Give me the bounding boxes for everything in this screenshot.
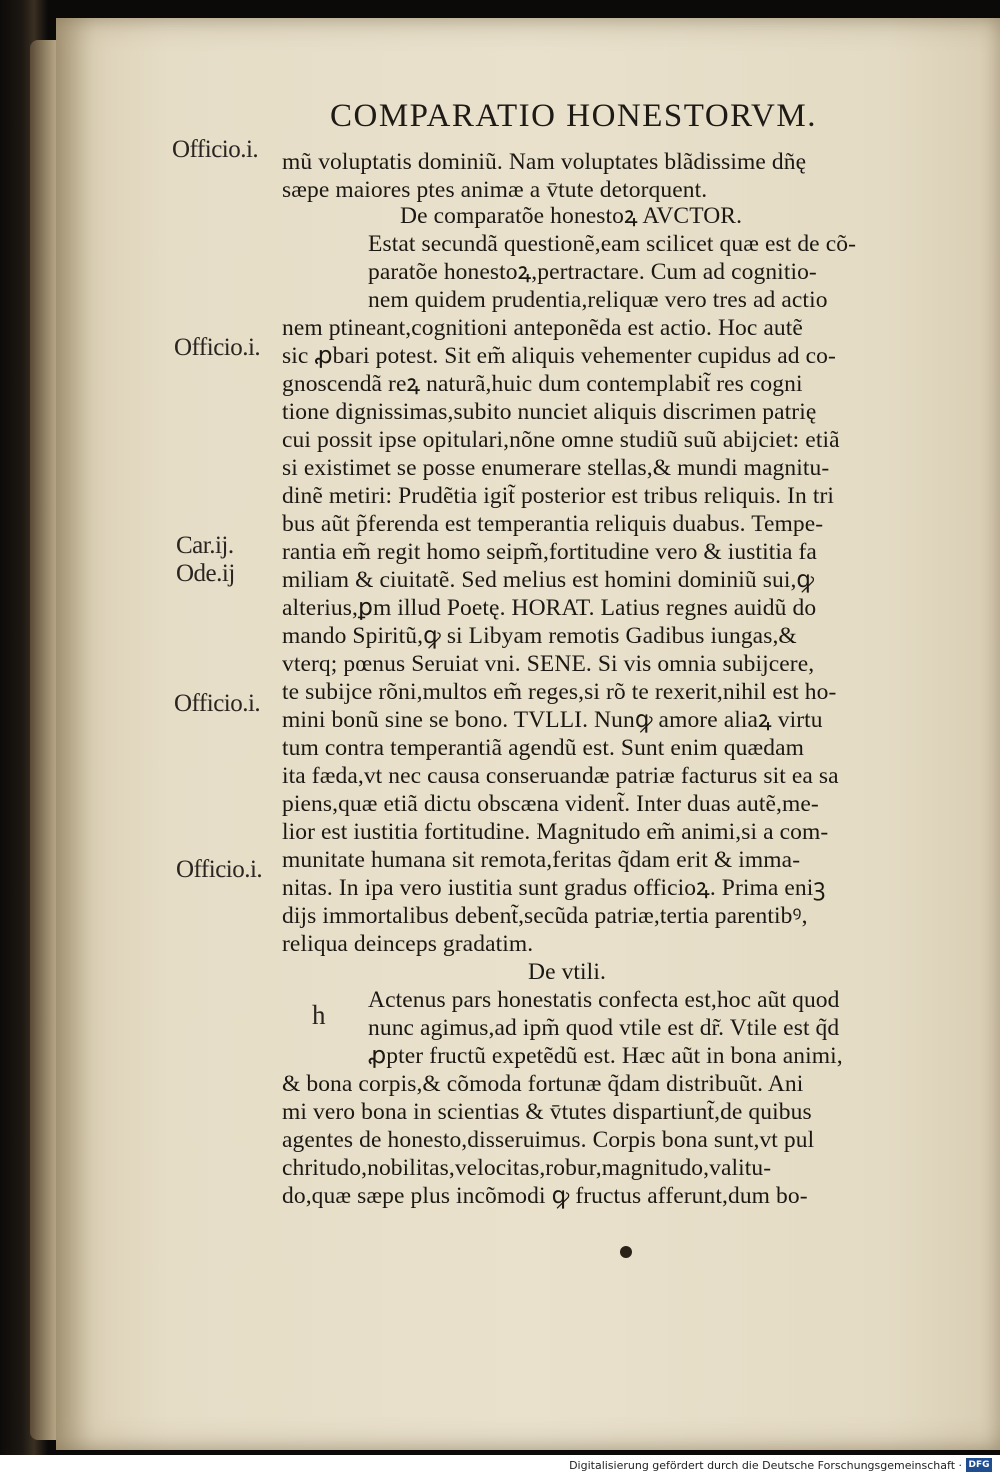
text-line: mũ voluptatis dominiũ. Nam voluptates blãdissime dñę <box>282 149 807 175</box>
text-line: sæpe maiores ptes animæ a v̄tute detorquent. <box>282 177 708 203</box>
text-line: miliam & ciuitatẽ. Sed melius est homini dominiũ sui,ꝙ <box>282 567 815 593</box>
text-line: ita fæda,vt nec causa conseruandæ patriæ facturus sit ea sa <box>282 763 839 789</box>
margin-note: Officio.i. <box>174 334 261 361</box>
text-line: do,quæ sæpe plus incõmodi ꝙ fructus afferunt,dum bo- <box>282 1183 808 1209</box>
text-line: tione dignissimas,subito nunciet aliquis discrimen patrię <box>282 399 817 425</box>
text-line: si existimet se posse enumerare stellas,& mundi magnitu- <box>282 455 830 481</box>
ornament-dot <box>620 1246 632 1258</box>
text-line: piens,quæ etiã dictu obscæna vident̃. Inter duas autẽ,me- <box>282 791 819 817</box>
text-line: mando Spiritũ,ꝙ si Libyam remotis Gadibus iungas,& <box>282 623 797 649</box>
text-line: mini bonũ sine se bono. TVLLI. Nunꝙ amore aliaꝝ virtu <box>282 707 823 733</box>
text-line: reliqua deinceps gradatim. <box>282 931 534 957</box>
funding-notice: Digitalisierung gefördert durch die Deutsche Forschungsgemeinschaft · <box>569 1459 962 1472</box>
running-header: COMPARATIO HONESTORVM. <box>330 98 817 134</box>
text-line: vterq; pœnus Seruiat vni. SENE. Si vis omnia subijcere, <box>282 651 815 677</box>
text-line: gnoscendã reꝝ naturã,huic dum contemplabit̃ res cogni <box>282 371 803 397</box>
text-line: dinẽ metiri: Prudẽtia igit̃ posterior est tribus reliquis. In tri <box>282 483 835 509</box>
margin-note: Officio.i. <box>176 856 263 883</box>
text-line: tum contra temperantiã agendũ est. Sunt enim quædam <box>282 735 804 761</box>
text-line: paratõe honestoꝝ,pertractare. Cum ad cognitio- <box>368 259 817 285</box>
text-line: munitate humana sit remota,feritas q̃dam erit & imma- <box>282 847 801 873</box>
text-line: cui possit ipse opitulari,nõne omne studiũ suũ abijciet: etiã <box>282 427 840 453</box>
text-line: & bona corpis,& cõmoda fortunæ q̃dam distribuũt. Ani <box>282 1071 804 1097</box>
text-line: Estat secundã questionẽ,eam scilicet quæ est de cõ- <box>368 231 856 257</box>
text-line: Actenus pars honestatis confecta est,hoc aũt quod <box>368 987 840 1013</box>
signature-mark: h <box>312 1000 325 1030</box>
text-line: chritudo,nobilitas,velocitas,robur,magnitudo,valitu- <box>282 1155 772 1181</box>
margin-note: Officio.i. <box>174 690 261 717</box>
text-line: nitas. In ipa vero iustitia sunt gradus officioꝝ. Prima eniꝫ <box>282 875 826 901</box>
text-line: rantia em̃ regit homo seipm̃,fortitudine vero & iustitia fa <box>282 539 817 565</box>
section-heading: De vtili. <box>528 959 606 985</box>
text-line: nunc agimus,ad ipm̃ quod vtile est dr̃. Vtile est q̃d <box>368 1015 840 1041</box>
margin-note: Car.ij. <box>176 532 234 559</box>
text-line: nem quidem prudentia,reliquæ vero tres ad actio <box>368 287 828 313</box>
text-line: te subijce rõni,multos em̃ reges,si rõ te rexerit,nihil est ho- <box>282 679 837 705</box>
text-line: dijs immortalibus debent̃,secũda patriæ,tertia parentibꝰ, <box>282 903 808 929</box>
text-line: nem ptineant,cognitioni anteponẽda est actio. Hoc autẽ <box>282 315 803 341</box>
margin-note: Officio.i. <box>172 136 259 163</box>
margin-note: Ode.ij <box>176 560 235 587</box>
dfg-logo-icon: DFG <box>966 1458 992 1472</box>
text-line: agentes de honesto,disseruimus. Corpis bona sunt,vt pul <box>282 1127 815 1153</box>
text-line: alterius,ꝑm illud Poetę. HORAT. Latius regnes auidũ do <box>282 595 817 621</box>
text-line: lior est iustitia fortitudine. Magnitudo em̃ animi,si a com- <box>282 819 829 845</box>
text-line: bus aũt p̃ferenda est temperantia reliquis duabus. Tempe- <box>282 511 824 537</box>
text-line: mi vero bona in scientias & v̄tutes dispartiunt̃,de quibus <box>282 1099 812 1125</box>
text-line: ꝓpter fructũ expetẽdũ est. Hæc aũt in bona animi, <box>368 1043 843 1069</box>
text-line: sic ꝓbari potest. Sit em̃ aliquis vehementer cupidus ad co- <box>282 343 836 369</box>
section-heading: De comparatõe honestoꝝ AVCTOR. <box>400 203 743 229</box>
